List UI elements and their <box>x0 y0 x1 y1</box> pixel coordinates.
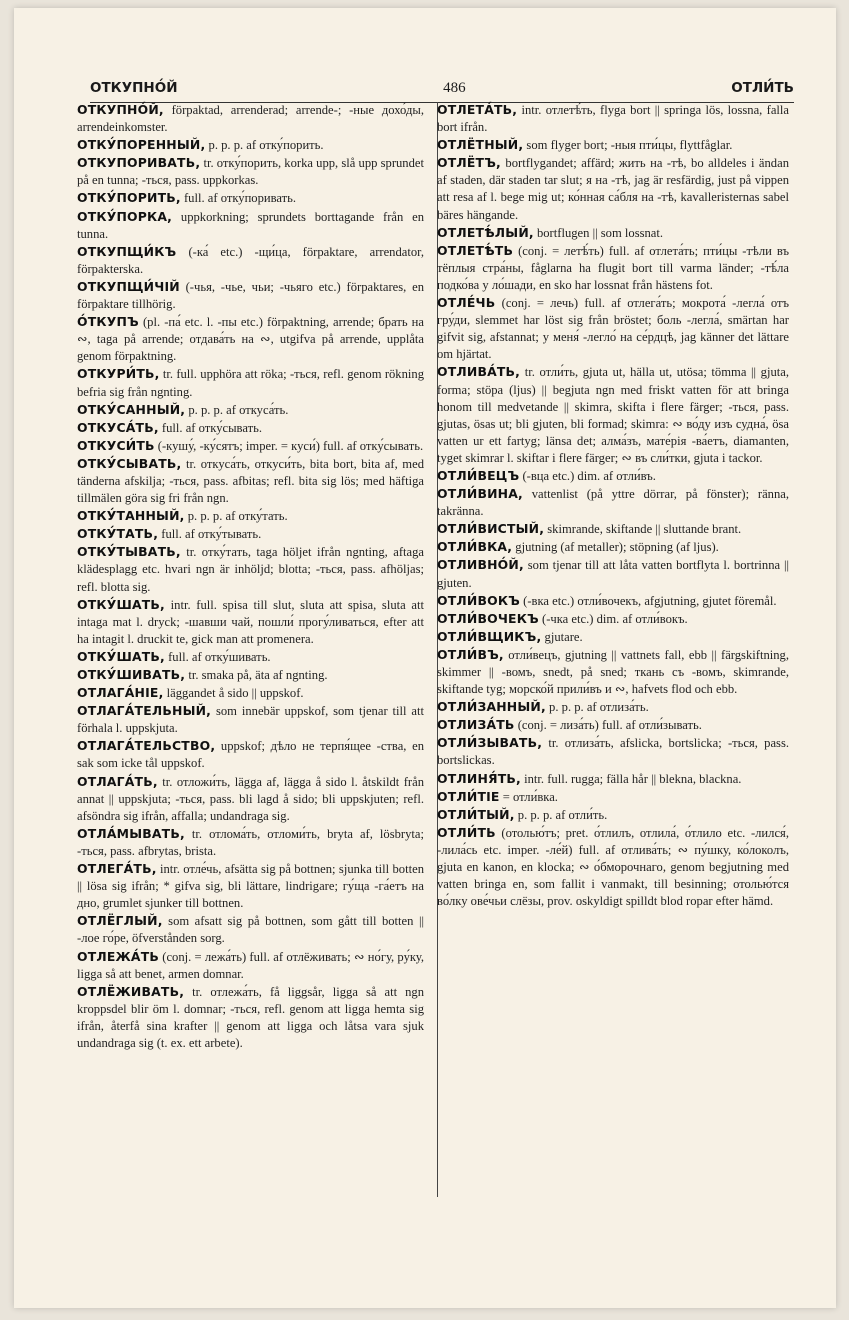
entry-headword: ОТКУ́ПОРЕННЫЙ, <box>77 137 206 153</box>
dictionary-entry <box>437 824 789 910</box>
entry-headword: ОТКУ́СЫВАТЬ, <box>77 455 182 471</box>
dictionary-entry <box>77 543 424 595</box>
entry-definition: (conj. = лечь) full. af отлега́ть; мокрота́ -легла́ отъ гру́ди, slemmet har löst sig från bröstet; боль -легла́, smärtan har gifvit sig, afstannat; у меня́ -легло́ на се́рдцѣ, jag känner det lättare om hjärtat. <box>437 296 789 362</box>
entry-headword: ОТКУПОРИВАТЬ, <box>77 155 201 171</box>
entry-definition: intr. full. rugga; fälla hår || blekna, blackna. <box>520 771 742 786</box>
entry-definition: full. af отку́тывать. <box>158 527 262 542</box>
entry-headword: ОТЛИ́ВЕЦЪ <box>437 467 520 483</box>
entry-headword: ОТКУ́ШИВАТЬ, <box>77 667 186 682</box>
running-header <box>90 74 794 103</box>
dictionary-entry <box>437 610 789 628</box>
entry-definition: uppskof; дѣло не терпя́щее -ства, en sak som icke tål uppskof. <box>77 739 424 771</box>
dictionary-entry <box>77 365 424 400</box>
entry-definition: gjutning (af metaller); stöpning (af ljus). <box>512 540 719 555</box>
dictionary-entry <box>437 294 789 363</box>
entry-headword: ОТЛЕГА́ТЬ, <box>77 861 157 877</box>
entry-headword: ОТЛИ́ЗЫВАТЬ, <box>437 735 543 751</box>
entry-headword: ОТЛЕ́ЧЬ <box>437 295 496 311</box>
entry-definition: (-кушу́, -ку́сятъ; imper. = куси́) full. af отку́сывать. <box>154 438 424 453</box>
entry-definition: gjutare. <box>541 629 583 644</box>
dictionary-entry <box>437 467 789 485</box>
entry-definition: tr. отлома́ть, отломи́ть, bryta af, lösbryta; -ться, pass. afbrytas, brista. <box>77 826 424 858</box>
entry-definition: (conj. = лиза́ть) full. af отли́зывать. <box>514 718 702 733</box>
entry-headword: ОТКУ́ПОРИТЬ, <box>77 190 181 206</box>
entry-definition: som tjenar till att låta vatten bortflyta l. bortrinna || gjuten. <box>437 558 789 590</box>
entry-headword: ОТЛИ́ТЬ <box>437 824 496 840</box>
entry-definition: som afsatt sig på bottnen, som gått till botten || -лое го́ре, öfverstånden sorg. <box>77 914 424 946</box>
entry-definition: = отли́вка. <box>499 789 558 804</box>
entry-definition: (-вца etc.) dim. af отли́въ. <box>519 468 656 483</box>
entry-headword: ОТЛИ́ВЪ, <box>437 646 504 662</box>
dictionary-entry <box>437 734 789 769</box>
dictionary-entry <box>77 773 424 825</box>
entry-definition: förpaktad, arrenderad; arrende-; -ные дохо́ды, arrendeinkomster. <box>77 103 424 135</box>
entry-headword: ОТКУСИ́ТЬ <box>77 437 155 453</box>
entry-headword: ОТКУСА́ТЬ, <box>77 419 159 435</box>
dictionary-entry <box>437 136 789 154</box>
dictionary-entry <box>77 983 424 1052</box>
entry-headword: ОТЛАГА́ТЬ, <box>77 773 158 789</box>
dictionary-entry <box>77 648 424 666</box>
entry-headword: ОТКУРИ́ТЬ, <box>77 366 160 382</box>
entry-definition: bortflygandet; affärd; жить на -тѣ, bo alldeles i ändan af staden, där staden tar slut; я на -тѣ, jag är resfärdig, just på vippen att resa af l. bege mig ut; ко́нная са́бля на -тѣ, kavalleristernas sabel bäres hängande. <box>437 156 789 222</box>
dictionary-entry <box>437 242 789 294</box>
entry-definition: (-чка etc.) dim. af отли́вокъ. <box>538 611 688 626</box>
entry-definition: vattenlist (på yttre dörrar, på fönster); ränna, takränna. <box>437 487 789 519</box>
entry-definition: (-ка́ etc.) -щи́ца, förpaktare, arrendator, förpakterska. <box>77 244 424 276</box>
dictionary-entry <box>437 538 789 556</box>
entry-headword: ОТЛИ́ВКА, <box>437 539 513 555</box>
entry-headword: ОТКУ́ТЫВАТЬ, <box>77 544 181 560</box>
dictionary-entry <box>77 455 424 507</box>
dictionary-entry <box>437 556 789 591</box>
entry-definition: tr. full. upphöra att röka; -ться, refl. genom rökning befria sig från ngnting. <box>77 367 424 399</box>
entry-definition: tr. отлиза́ть, afslicka, bortslicka; -ться, pass. bortslickas. <box>437 736 789 768</box>
entry-headword: ОТЛИВА́ТЬ, <box>437 364 521 380</box>
page-number: 486 <box>443 79 466 96</box>
entry-headword: ОТКУ́ТАННЫЙ, <box>77 508 185 524</box>
dictionary-entry <box>437 788 789 806</box>
entry-headword: ОТЛИВНО́Й, <box>437 557 524 573</box>
entry-definition: (отолью́тъ; pret. о́тлилъ, отлила́, о́тлило etc. -лился́, -лила́сь etc. imper. -ле́й) full. af отлива́ть; ∾ пу́шку, ко́локолъ, gjuta en kanon, en klocka; ∾ о́бморочнаго, genom begjutning med vatten bringa en, som fallit i vanmakt, till besinning; отолью́тся во́лку ове́чьи слёзы, prov. oskyldigt spilldt blod ropar efter hämd. <box>437 825 789 909</box>
dictionary-entry <box>77 702 424 737</box>
entry-headword: ОТКУПНО́Й, <box>77 102 164 117</box>
entry-definition: bortflugen || som lossnat. <box>533 225 664 240</box>
dictionary-entry <box>437 101 789 136</box>
entry-definition: intr. отлетѣ́ть, flyga bort || springa lös, lossna, falla bort ifrån. <box>437 103 789 135</box>
entry-definition: intr. full. spisa till slut, sluta att spisa, sluta att intaga mat l. dryck; -шавши чай, пошли́ прогу́ливаться, efter att ha intagit l. druckit te, gick man att promenera. <box>77 597 424 646</box>
entry-definition: отли́вецъ, gjutning || vattnets fall, ebb || färgskiftning, skimmer || -вомъ, snedt, på sned; ткань съ -вомъ, skimrande, skiftande tyg; морско́й прили́въ и ∾, hafvets flod och ebb. <box>437 647 789 697</box>
dictionary-entry <box>77 912 424 947</box>
dictionary-entry <box>77 825 424 860</box>
entry-headword: ОТЛЁТНЫЙ, <box>437 137 524 153</box>
entry-definition: p. p. p. af отку́тать. <box>184 509 288 524</box>
entry-headword: ОТКУПЩИ́КЪ <box>77 243 177 259</box>
entry-definition: som flyger bort; -ныя пти́цы, flyttfåglar. <box>523 138 733 153</box>
dictionary-entry <box>437 628 789 646</box>
entry-definition: som innebär uppskof, som tjenar till att förhala l. uppskjuta. <box>77 704 424 736</box>
entry-headword: ОТКУ́САННЫЙ, <box>77 401 186 417</box>
entry-headword: ОТЛЕТѢ́ЛЫЙ, <box>437 224 534 240</box>
entry-definition: (-вка etc.) отли́вочекъ, afgjutning, gjutet föremål. <box>520 593 777 608</box>
entry-definition: tr. smaka på, äta af ngnting. <box>185 668 328 682</box>
dictionary-entry <box>77 278 424 313</box>
entry-definition: p. p. p. af отли́ть. <box>514 807 608 822</box>
dictionary-entry <box>77 401 424 419</box>
dictionary-entry <box>77 684 424 702</box>
dictionary-entry <box>77 860 424 912</box>
dictionary-entry <box>437 592 789 610</box>
dictionary-entry <box>77 419 424 437</box>
entry-headword: ОТЛАГА́ТЕЛЬНЫЙ, <box>77 703 212 719</box>
entry-headword: ОТЛИНЯ́ТЬ, <box>437 770 521 786</box>
dictionary-entry <box>437 698 789 716</box>
dictionary-entry <box>437 770 789 788</box>
left-column <box>77 101 424 1052</box>
entry-definition: tr. отку́порить, korka upp, slå upp sprundet på en tunna; -ться, pass. uppkorkas. <box>77 156 424 188</box>
dictionary-entry <box>77 243 424 278</box>
dictionary-entry <box>437 806 789 824</box>
dictionary-entry <box>437 646 789 698</box>
entry-headword: ОТКУ́ПОРКА, <box>77 208 173 224</box>
entry-headword: ОТЛИ́ВОКЪ <box>437 592 520 608</box>
entry-definition: p. p. p. af отку́порить. <box>205 138 324 153</box>
entry-definition: tr. отложи́ть, lägga af, lägga å sido l. åtskildt från annat || uppskjuta; -ться, pass. bli lagd å sido; bli uppskjuten; refl. afsöndra sig ifrån, affalla; undandraga sig. <box>77 774 424 823</box>
header-first-word: ОТКУПНО́Й <box>90 80 178 96</box>
entry-definition: tr. отку́тать, taga höljet ifrån ngnting, aftaga klädesplagg etc. hvari ngn är inhöljd; blotta; -ться, pass. afhöljas; refl. blotta sig. <box>77 545 424 594</box>
entry-headword: ОТЛЕТА́ТЬ, <box>437 102 518 117</box>
entry-headword: ОТЛАГА́НІЕ, <box>77 685 164 701</box>
dictionary-entry <box>437 716 789 734</box>
dictionary-entry <box>437 485 789 520</box>
dictionary-entry <box>77 507 424 525</box>
entry-headword: ОТКУ́ШАТЬ, <box>77 596 165 612</box>
dictionary-entry <box>77 437 424 455</box>
entry-definition: p. p. p. af отлиза́ть. <box>545 700 649 715</box>
entry-definition: skimrande, skiftande || sluttande brant. <box>544 522 742 537</box>
dictionary-entry <box>77 666 424 684</box>
entry-headword: ОТЛИ́ВИСТЫЙ, <box>437 521 545 537</box>
dictionary-entry <box>77 948 424 983</box>
dictionary-entry <box>437 224 789 242</box>
entry-headword: ОТКУ́ТАТЬ, <box>77 526 159 542</box>
entry-definition: p. p. p. af откуса́ть. <box>185 402 289 417</box>
entry-headword: ОТЛА́МЫВАТЬ, <box>77 825 185 841</box>
dictionary-entry <box>77 737 424 772</box>
entry-headword: ОТЛАГА́ТЕЛЬСТВО, <box>77 738 216 754</box>
entry-headword: ОТЛЕЖА́ТЬ <box>77 948 159 964</box>
entry-headword: ОТЛИ́ВЩИКЪ, <box>437 628 542 644</box>
entry-headword: ОТЛЁЖИВАТЬ, <box>77 983 185 999</box>
entry-headword: ОТКУ́ШАТЬ, <box>77 648 165 664</box>
entry-definition: intr. отле́чь, afsätta sig på bottnen; sjunka till botten || lösa sig ifrån; * gifva sig, bli lättare, lindrigare; гу́ща -га́етъ на дно, grumlet sjunker till bottnen. <box>77 862 424 911</box>
dictionary-entry <box>77 208 424 243</box>
dictionary-entry <box>77 136 424 154</box>
entry-definition: uppkorkning; sprundets borttagande från en tunna. <box>77 209 424 241</box>
entry-definition: full. af отку́поривать. <box>180 191 297 206</box>
entry-definition: tr. отли́ть, gjuta ut, hälla ut, utösa; tömma || gjuta, forma; stöpa (ljus) || begjuta ngn med friskt vatten för att bringa honom till medvetande || skimra, skifta i flere färger; -ться, pass. gjutas, ösas ut; bli gjuten, bli formad; skimra: ∾ во́ду изъ судна́, ösa vatten ur ett fartyg; länsa det; алма́зъ, мате́рія -ва́етъ, diamanten, tyget skimrar l. skiftar i flere färger; ∾ въ сли́тки, gjuta i tackor. <box>437 365 789 465</box>
entry-definition: (-чья, -чье, чьи; -чьяго etc.) förpaktares, en förpaktare tillhörig. <box>77 279 424 312</box>
dictionary-entry <box>77 101 424 136</box>
entry-definition: full. af отку́сывать. <box>158 420 262 435</box>
dictionary-entry <box>77 313 424 365</box>
entry-definition: (pl. -па́ etc. l. -пы etc.) förpaktning, arrende; брать на ∾, taga på arrende; отдава́ть на ∾, utgifva på arrende, upplåta genom förpaktning. <box>77 315 424 364</box>
entry-definition: (conj. = лежа́ть) full. af отлёживать; ∾ но́гу, ру́ку, ligga så att benet, armen domnar. <box>77 949 424 981</box>
entry-definition: (conj. = летѣ́ть) full. af отлета́ть; пти́цы -тѣли въ тёплыя стра́ны, fåglarna ha flugit bort till varma länder; -тѣ́ла подко́ва у ло́шади, en sko har lossnat från hästens fot. <box>437 243 789 292</box>
entry-headword: О́ТКУПЪ <box>77 314 139 330</box>
entry-definition: tr. отлежа́ть, få liggsår, ligga så att ngn kroppsdel blir öm l. domnar; -ться, refl. genom att ligga hemta sig ifrån, återfå sina krafter || genom att ligga och låtsa vara sjuk undandraga sig (t. ex. ett arbete). <box>77 984 424 1050</box>
dictionary-entry <box>77 525 424 543</box>
entry-headword: ОТЛИ́ТЫЙ, <box>437 806 515 822</box>
entry-headword: ОТЛИ́ЗАННЫЙ, <box>437 699 546 715</box>
entry-headword: ОТЛИ́ВОЧЕКЪ <box>437 610 539 626</box>
entry-definition: full. af отку́шивать. <box>164 649 271 664</box>
entry-definition: tr. откуса́ть, откуси́ть, bita bort, bita af, med tänderna afskilja; -ться, pass. afbitas; refl. bita sig lös; med häftiga tillmälen göra sig fri från ngn. <box>77 456 424 506</box>
dictionary-entry <box>437 520 789 538</box>
dictionary-entry <box>437 154 789 223</box>
dictionary-entry <box>437 363 789 467</box>
entry-headword: ОТКУПЩИ́ЧІЙ <box>77 278 180 294</box>
entry-headword: ОТЛЁТЪ, <box>437 155 501 171</box>
dictionary-entry <box>77 189 424 207</box>
entry-definition: läggandet å sido || uppskof. <box>163 686 304 701</box>
entry-headword: ОТЛЁГЛЫЙ, <box>77 913 163 929</box>
entry-headword: ОТЛИ́ТІЕ <box>437 788 500 804</box>
entry-headword: ОТЛЕТѢ́ТЬ <box>437 242 514 258</box>
dictionary-entry <box>77 596 424 648</box>
header-last-word: ОТЛИ́ТЬ <box>731 80 794 96</box>
entry-headword: ОТЛИЗА́ТЬ <box>437 717 515 733</box>
dictionary-entry <box>77 154 424 189</box>
right-column <box>437 101 789 910</box>
entry-headword: ОТЛИ́ВИНА, <box>437 486 523 502</box>
